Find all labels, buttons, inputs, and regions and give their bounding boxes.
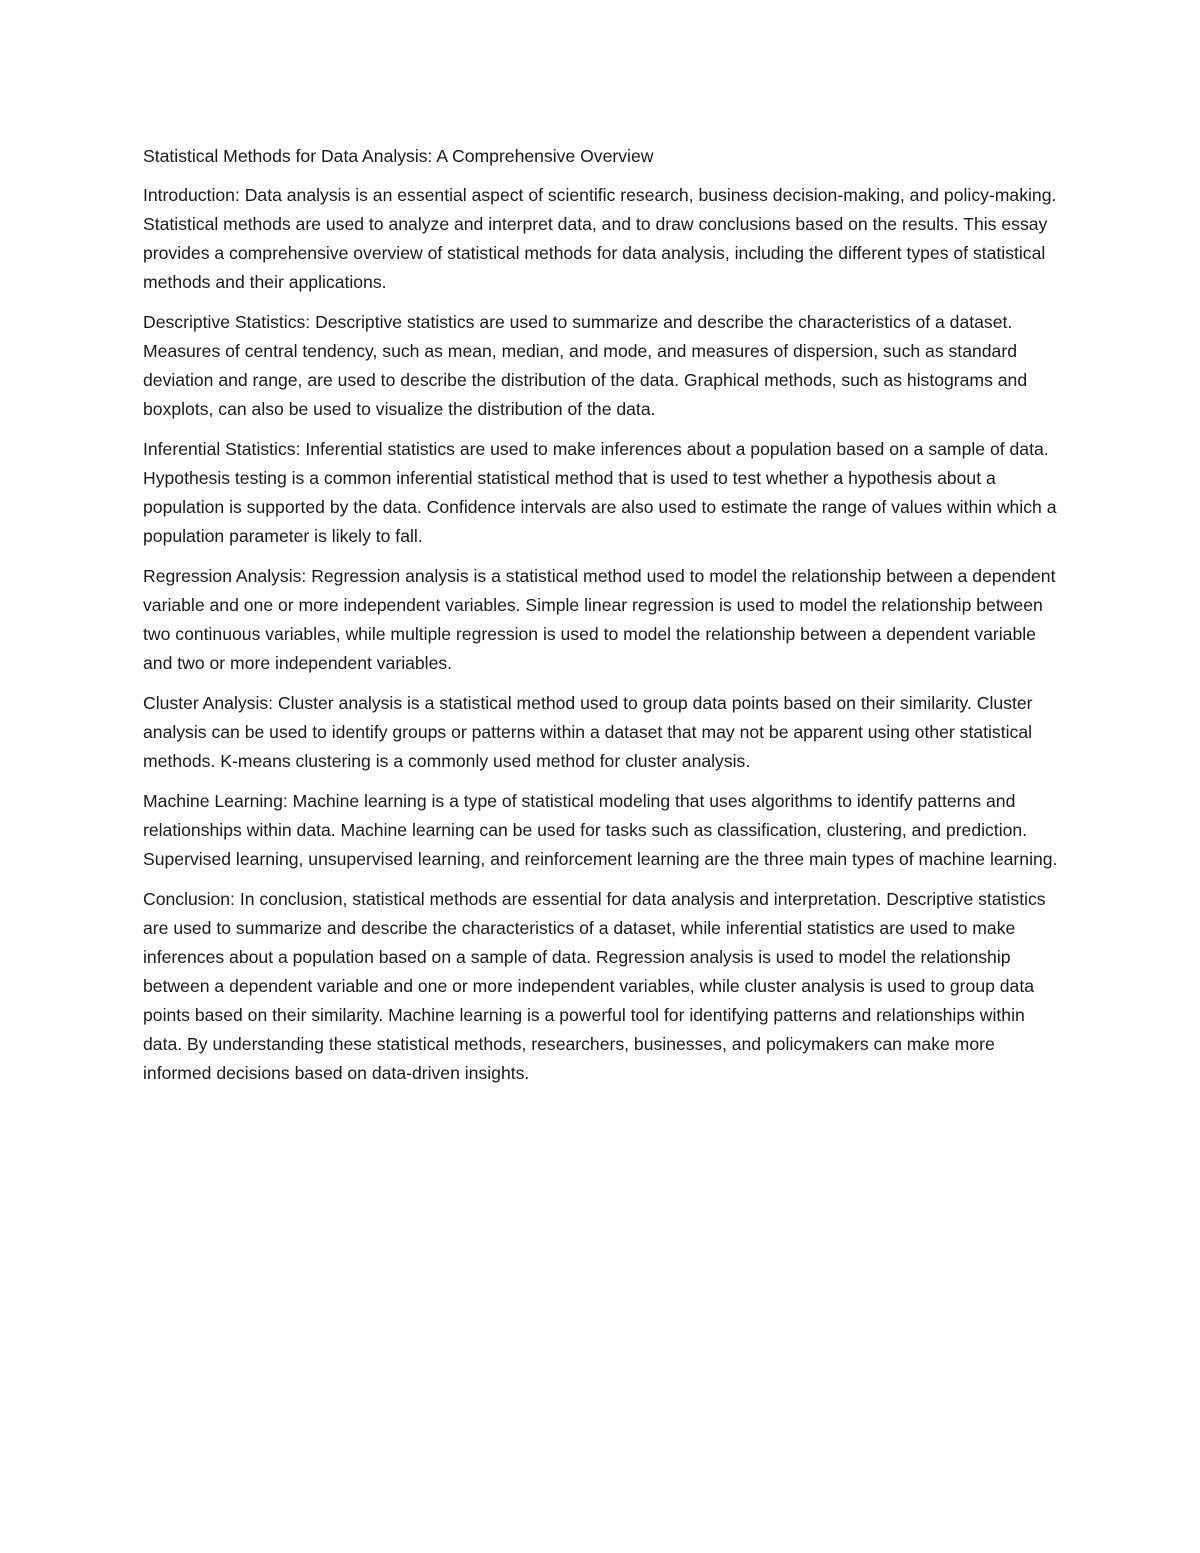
paragraph-descriptive-statistics: Descriptive Statistics: Descriptive statistics are used to summarize and describe the characteristics of a dataset. Measures of central tendency, such as mean, median, and mode, and measures of dispersion, such as standard deviation and range, are used to describe the distribution of the data. Graphical methods, such as histograms and boxplots, can also be used to visualize the distribution of the data. bbox=[143, 312, 1028, 419]
paragraph-inferential-statistics: Inferential Statistics: Inferential statistics are used to make inferences about a population based on a sample of data. Hypothesis testing is a common inferential statistical method that is used to test whether a hypothesis about a population is supported by the data. Confidence intervals are also used to estimate the range of values within which a population parameter is likely to fall. bbox=[143, 439, 1057, 546]
document-title: Statistical Methods for Data Analysis: A Comprehensive Overview bbox=[143, 146, 654, 166]
paragraph-cluster-analysis: Cluster Analysis: Cluster analysis is a statistical method used to group data points based on their similarity. Cluster analysis can be used to identify groups or patterns within a dataset that may not be apparent using other statistical methods. K-means clustering is a commonly used method for cluster analysis. bbox=[143, 693, 1033, 771]
paragraph-machine-learning: Machine Learning: Machine learning is a type of statistical modeling that uses algorithms to identify patterns and relationships within data. Machine learning can be used for tasks such as classification, clustering, and prediction. Supervised learning, unsupervised learning, and reinforcement learning are the three main types of machine learning. bbox=[143, 791, 1058, 869]
paragraph-conclusion: Conclusion: In conclusion, statistical methods are essential for data analysis and interpretation. Descriptive statistics are used to summarize and describe the characteristics of a dataset, while inferential statistics are used to make inferences about a population based on a sample of data. Regression analysis is used to model the relationship between a dependent variable and one or more independent variables, while cluster analysis is used to group data points based on their similarity. Machine learning is a powerful tool for identifying patterns and relationships within data. By understanding these statistical methods, researchers, businesses, and policymakers can make more informed decisions based on data-driven insights. bbox=[143, 889, 1046, 1083]
paragraph-regression-analysis: Regression Analysis: Regression analysis is a statistical method used to model the relationship between a dependent variable and one or more independent variables. Simple linear regression is used to model the relationship between two continuous variables, while multiple regression is used to model the relationship between a dependent variable and two or more independent variables. bbox=[143, 566, 1056, 673]
paragraph-introduction: Introduction: Data analysis is an essential aspect of scientific research, business decision-making, and policy-making. Statistical methods are used to analyze and interpret data, and to draw conclusions based on the results. This essay provides a comprehensive overview of statistical methods for data analysis, including the different types of statistical methods and their applications. bbox=[143, 185, 1057, 292]
document-body bbox=[143, 142, 1063, 1099]
